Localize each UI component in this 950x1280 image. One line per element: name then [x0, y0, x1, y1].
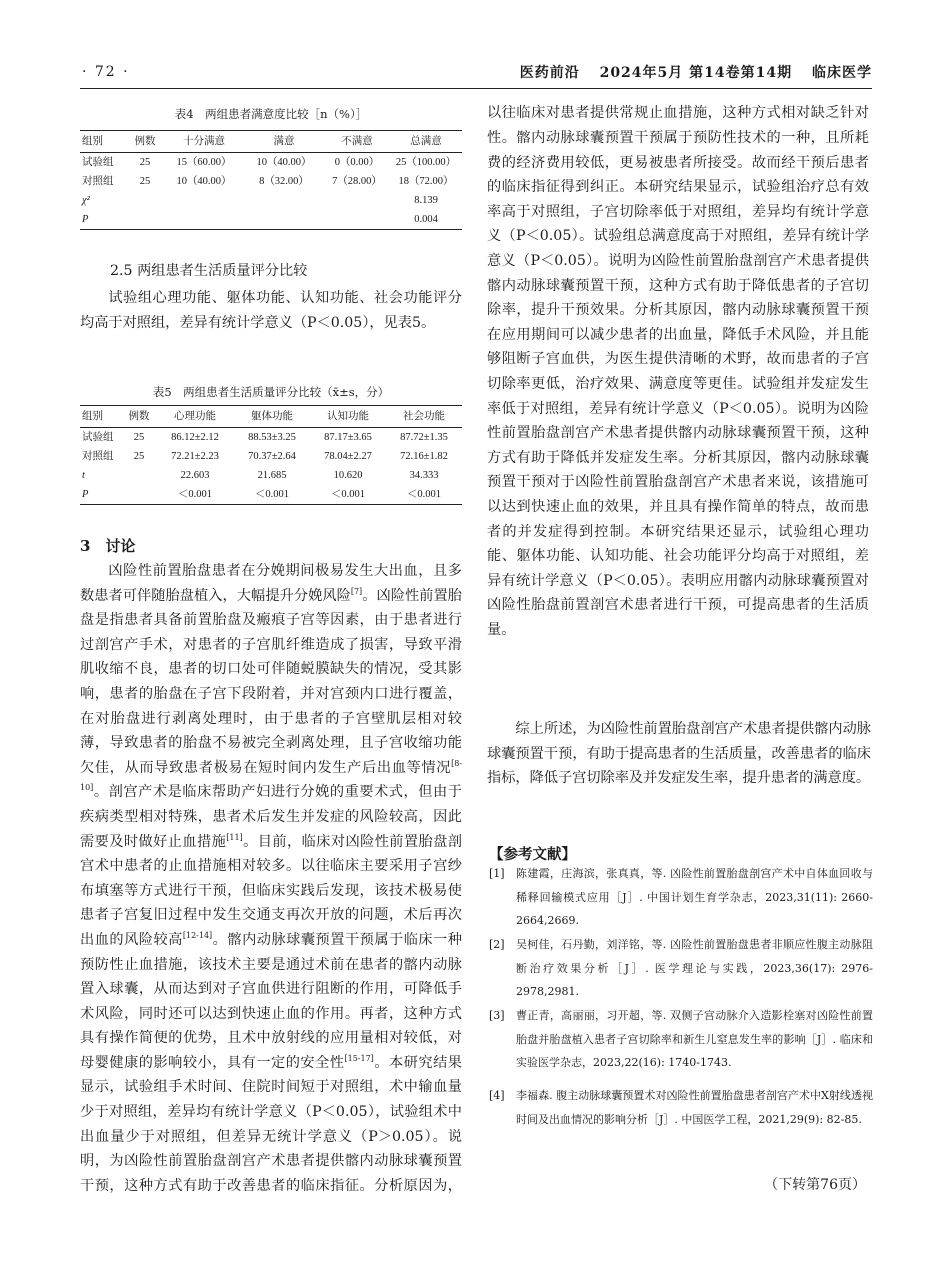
table4	[80, 130, 462, 230]
references-title: 【参考文献】	[489, 846, 576, 863]
table-cell: 25	[139, 176, 151, 187]
table-cell: 86.12±2.12	[171, 432, 219, 443]
table-header-cell: 例数	[122, 406, 156, 428]
table-cell: 对照组	[82, 176, 114, 187]
paragraph: 试验组心理功能、躯体功能、认知功能、社会功能评分均高于对照组，差异有统计学意义（P＜0.05），见表5。	[80, 290, 462, 331]
table-cell: 87.17±3.65	[324, 432, 372, 443]
table-cell: 试验组	[82, 432, 114, 443]
text-run: 。剖宫产术是临床帮助产妇进行分娩的重要术式，但由于疾病类型相对特殊，患者术后发生并发症的风险较高，因此需要及时做好止血措施	[80, 784, 462, 850]
table-cell	[164, 210, 244, 230]
reference-item	[489, 1004, 873, 1075]
text-run: 。凶险性前置胎盘是指患者具备前置胎盘及瘢痕子宫等因素，由于患者进行过剖宫产手术，对患者的子宫肌纤维造成了损害，导致平滑肌收缩不良，患者的切口处可伴随蜕膜缺失的情况，受其影响，患者的胎盘在子宫下段附着，并对宫颈内口进行覆盖，在对胎盘进行剥离处理时，由于患者的子宫壁肌层相对较薄，导致患者的胎盘不易被完全剥离处理，且子宫收缩功能欠佳，从而导致患者极易在短时间内发生产后出血等情况	[80, 587, 462, 776]
table-row	[80, 466, 462, 485]
table-header-cell: 社会功能	[386, 406, 462, 428]
table-cell	[126, 210, 164, 230]
table-cell	[324, 210, 390, 230]
table-cell: P	[80, 210, 126, 230]
table-cell	[164, 191, 244, 210]
table-row	[80, 210, 462, 230]
reference-text: 陈建霞，庄海滨，张真真，等. 凶险性前置胎盘剖宫产术中自体血回收与稀释回输模式应用［J］. 中国计划生育学杂志，2023,31(11): 2660-2664,2669.	[516, 867, 873, 928]
table-row	[80, 191, 462, 210]
table-cell: 0.004	[390, 210, 462, 230]
table-cell: 10（40.00）	[176, 176, 232, 187]
table-cell: ＜0.001	[234, 485, 310, 505]
table-cell: χ²	[82, 195, 90, 206]
table-cell	[122, 485, 156, 505]
reference-number: [4]	[489, 1089, 505, 1102]
table-cell: 8.139	[414, 195, 438, 206]
table-cell: 10.620	[333, 470, 363, 481]
table-header-row	[80, 406, 462, 428]
table-cell: 87.72±1.35	[400, 432, 448, 443]
table-header-cell: 满意	[244, 131, 324, 153]
reference-number: [1]	[489, 867, 505, 880]
table-header-cell: 组别	[80, 406, 122, 428]
citation: [8-10]	[80, 758, 462, 793]
header-rule	[80, 88, 872, 89]
table-cell: 25	[133, 451, 145, 462]
table-header-row	[80, 131, 462, 153]
table-cell: 对照组	[82, 451, 114, 462]
table5-caption: 表5 两组患者生活质量评分比较（x̄±s，分）	[152, 385, 390, 399]
citation: [12-14]	[182, 930, 213, 940]
citation: [15-17]	[344, 1053, 374, 1063]
paragraph	[80, 559, 462, 1195]
table-cell: 10（40.00）	[256, 157, 312, 168]
table-header-cell: 认知功能	[310, 406, 386, 428]
reference-item	[489, 1084, 873, 1131]
discussion-text-right	[487, 98, 871, 716]
table-cell: 25	[139, 157, 151, 168]
reference-item	[489, 862, 873, 933]
text-run: 。目前，临床对凶险性前置胎盘剖宫术中患者的止血措施相对较多。以往临床主要采用子宫纱布填塞等方式进行干预，但临床实践后发现，该技术极易使患者子宫复旧过程中发生交通支再次开放的问题，术后再次出血的风险较高	[80, 833, 462, 948]
section-2-5-text	[80, 286, 462, 335]
table-cell: 7（28.00）	[332, 176, 382, 187]
table-cell: P	[80, 485, 122, 505]
table-cell: 25	[133, 432, 145, 443]
running-header	[506, 62, 872, 82]
section-name: 临床医学	[812, 65, 872, 81]
table-header-cell: 总满意	[390, 131, 462, 153]
table-cell	[122, 466, 156, 485]
table-header-cell: 心理功能	[156, 406, 234, 428]
table-cell: 22.603	[180, 470, 210, 481]
section-2-5-heading: 2.5 两组患者生活质量评分比较	[110, 263, 308, 279]
text-run: 凶险性前置胎盘患者在分娩期间极易发生大出血，且多数患者可伴随胎盘植入，大幅提升分娩风险	[80, 563, 462, 604]
table-cell: 34.333	[409, 470, 439, 481]
page-number: · 72 ·	[82, 64, 130, 80]
reference-text: 曹正青，高丽丽，习开超，等. 双侧子宫动脉介入造影栓塞对凶险性前置胎盘并胎盘植入患者子宫切除率和新生儿窒息发生率的影响［J］. 临床和实验医学杂志，2023,22(16): 1740-1743.	[516, 1009, 873, 1070]
table-row	[80, 172, 462, 191]
reference-text: 吴柯佳，石丹勤，刘洋铭，等. 凶险性前置胎盘患者非顺应性腹主动脉阻断治疗效果分析［J］. 医学理论与实践，2023,36(17): 2976-2978,2981.	[516, 938, 873, 999]
table-header-cell: 躯体功能	[234, 406, 310, 428]
table-cell: ＜0.001	[386, 485, 462, 505]
table4-caption: 表4 两组患者满意度比较［n（%）］	[174, 107, 368, 121]
section-3-heading: 3 讨论	[80, 537, 136, 555]
table-cell: ＜0.001	[310, 485, 386, 505]
table5	[80, 405, 462, 505]
text-run: 。髂内动脉球囊预置干预属于临床一种预防性止血措施，该技术主要是通过术前在患者的髂内动脉置入球囊，从而达到对子宫血供进行阻断的作用，可降低手术风险，同时还可以达到快速止血的作用。再者，这种方式具有操作简便的优势，且术中放射线的应用量相对较低，对母婴健康的影响较小，具有一定的安全性	[80, 931, 462, 1071]
discussion-text-left	[80, 559, 462, 1195]
table-cell: 0（0.00）	[334, 157, 380, 168]
table-cell: 70.37±2.64	[248, 451, 296, 462]
table-cell: 78.04±2.27	[324, 451, 372, 462]
table-cell: 72.21±2.23	[171, 451, 219, 462]
issue-info: 2024年5月 第14卷第14期	[599, 65, 793, 81]
table-cell	[244, 191, 324, 210]
table-row	[80, 153, 462, 173]
table-row	[80, 485, 462, 505]
table-cell: 18（72.00）	[398, 176, 454, 187]
reference-item	[489, 933, 873, 1004]
conclusion-text	[487, 717, 871, 791]
table-cell: 8（32.00）	[259, 176, 309, 187]
table-cell: 88.53±3.25	[248, 432, 296, 443]
table-header-cell: 组别	[80, 131, 126, 153]
table-cell	[126, 191, 164, 210]
table-row	[80, 447, 462, 466]
table-cell: 试验组	[82, 157, 114, 168]
table-row	[80, 428, 462, 448]
table-cell	[244, 210, 324, 230]
table-cell: ＜0.001	[156, 485, 234, 505]
table-cell: 72.16±1.82	[400, 451, 448, 462]
reference-text: 李福森. 腹主动脉球囊预置术对凶险性前置胎盘患者剖宫产术中X射线透视时间及出血情况的影响分析［J］. 中国医学工程，2021,29(9): 82-85.	[516, 1089, 873, 1126]
table-cell: 21.685	[257, 470, 287, 481]
table-header-cell: 十分满意	[164, 131, 244, 153]
text-run: 以往临床对患者提供常规止血措施，这种方式相对缺乏针对性。髂内动脉球囊预置干预属于预防性技术的一种，且所耗费的经济费用较低，更易被患者所接受。故而经干预后患者的临床指征得到纠正。本研究结果显示，试验组治疗总有效率高于对照组，子宫切除率低于对照组，差异均有统计学意义（P＜0.05）。试验组总满意度高于对照组，差异有统计学意义（P＜0.05）。说明为凶险性前置胎盘剖宫产术患者提供髂内动脉球囊预置干预，这种方式有助于降低患者的子宫切除率，提升干预效果。分析其原因，髂内动脉球囊预置干预在应用期间可以减少患者的出血量，降低手术风险，并且能够阻断子宫血供，为医生提供清晰的术野，故而患者的子宫切除率更低，治疗效果、满意度等更佳。试验组并发症发生率低于对照组，差异有统计学意义（P＜0.05）。说明为凶险性前置胎盘剖宫产术患者提供髂内动脉球囊预置干预，这种方式有助于降低并发症发生率。分析其原因，髂内动脉球囊预置干预对于凶险性前置胎盘剖宫产术患者来说，该措施可以达到快速止血的效果，并且具有操作简单的特点，故而患者的并发症得到控制。本研究结果还显示，试验组心理功能、躯体功能、认知功能、社会功能评分均高于对照组，差异有统计学意义（P＜0.05）。表明应用髂内动脉球囊预置对凶险性胎盘前置剖宫术患者进行干预，可提高患者的生活质量。	[487, 105, 869, 638]
reference-number: [2]	[489, 938, 505, 951]
paragraph: 综上所述，为凶险性前置胎盘剖宫产术患者提供髂内动脉球囊预置干预，有助于提高患者的生活质量，改善患者的临床指标，降低子宫切除率及并发症发生率，提升患者的满意度。	[487, 721, 871, 787]
citation: [11]	[226, 832, 243, 842]
reference-number: [3]	[489, 1009, 505, 1022]
journal-name: 医药前沿	[519, 65, 580, 81]
continued-note: （下转第76页）	[764, 1177, 866, 1193]
table-cell	[324, 191, 390, 210]
table-header-cell: 例数	[126, 131, 164, 153]
citation: [7]	[350, 586, 363, 596]
table-cell: 25（100.00）	[395, 157, 457, 168]
table-header-cell: 不满意	[324, 131, 390, 153]
text-run: 。本研究结果显示，试验组手术时间、住院时间短于对照组，术中输血量少于对照组，差异均有统计学意义（P＜0.05），试验组术中出血量少于对照组，但差异无统计学意义（P＞0.05）。说明，为凶险性前置胎盘剖宫产术患者提供髂内动脉球囊预置干预，这种方式有助于改善患者的临床指征。分析原因为，	[80, 1054, 462, 1194]
table-cell: t	[82, 470, 85, 481]
table-cell: 15（60.00）	[176, 157, 232, 168]
